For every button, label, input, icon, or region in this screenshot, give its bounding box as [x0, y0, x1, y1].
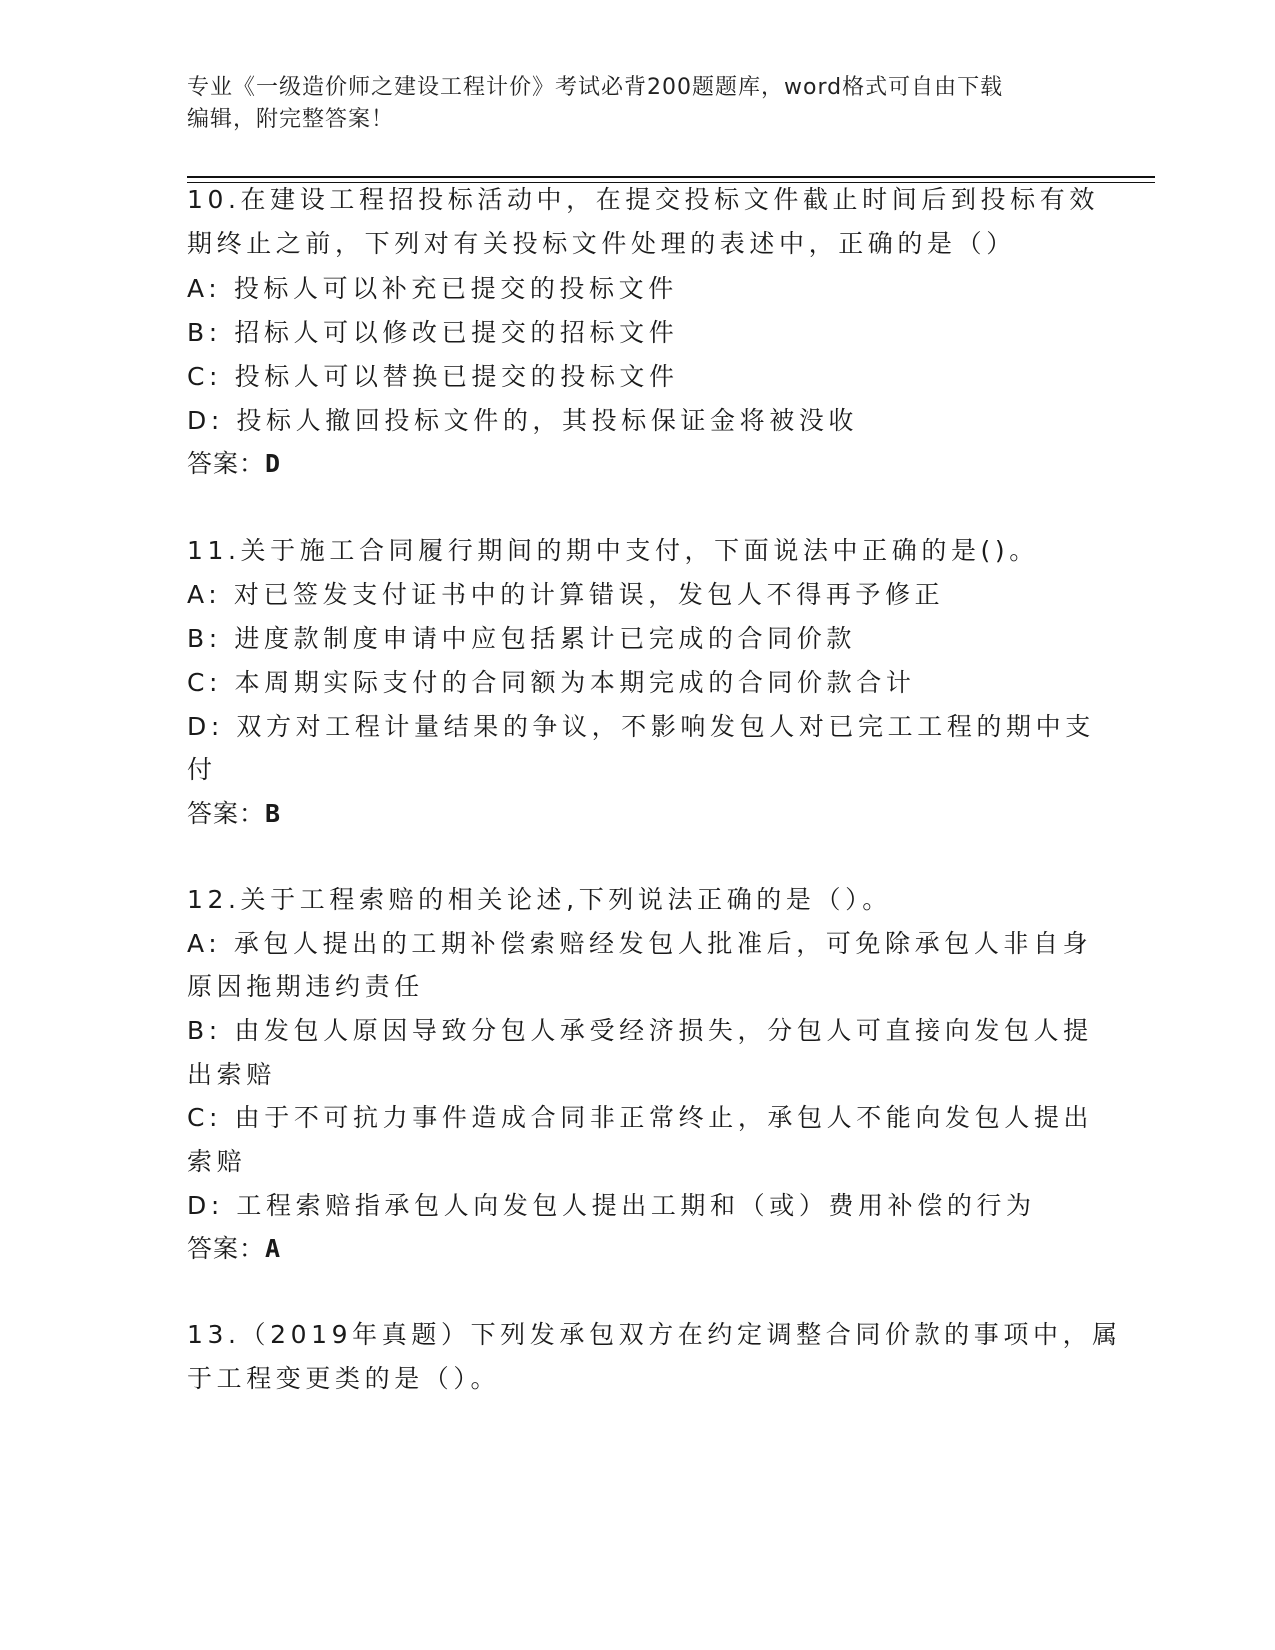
question-11-option-d-line-1: D: 双方对工程计量结果的争议，不影响发包人对已完工工程的期中支	[187, 712, 1095, 741]
question-13-stem-line-2: 于工程变更类的是（）。	[187, 1364, 501, 1393]
question-12-option-b-line-1: B: 由发包人原因导致分包人承受经济损失，分包人可直接向发包人提	[187, 1016, 1093, 1045]
question-11-stem-line-1: 11.关于施工合同履行期间的期中支付，下面说法中正确的是()。	[187, 536, 1039, 565]
question-13-stem-line-1: 13.（2019年真题）下列发承包双方在约定调整合同价款的事项中，属	[187, 1320, 1122, 1349]
answer-value: B	[265, 799, 281, 828]
question-12-option-d: D: 工程索赔指承包人向发包人提出工期和（或）费用补偿的行为	[187, 1191, 1036, 1220]
header-line-2: 编辑，附完整答案！	[187, 107, 395, 132]
question-10-option-b: B: 招标人可以修改已提交的招标文件	[187, 318, 679, 347]
answer-label: 答案：	[187, 799, 266, 828]
question-11-option-a: A: 对已签发支付证书中的计算错误，发包人不得再予修正	[187, 580, 945, 609]
answer-value: A	[265, 1234, 281, 1263]
question-12-answer	[187, 1234, 280, 1264]
question-12-option-b-line-2: 出索赔	[187, 1060, 276, 1089]
answer-value: D	[265, 449, 281, 478]
question-12-stem-line-1: 12.关于工程索赔的相关论述,下列说法正确的是（）。	[187, 885, 892, 914]
document-header	[187, 72, 1087, 136]
question-10-option-a: A: 投标人可以补充已提交的投标文件	[187, 274, 678, 303]
answer-label: 答案：	[187, 449, 266, 478]
header-line-1: 专业《一级造价师之建设工程计价》考试必背200题题库，word格式可自由下载	[187, 75, 1004, 100]
question-12-option-c-line-2: 索赔	[187, 1147, 247, 1176]
question-10-option-c: C: 投标人可以替换已提交的投标文件	[187, 362, 679, 391]
header-divider	[187, 176, 1155, 178]
question-11-option-b: B: 进度款制度申请中应包括累计已完成的合同价款	[187, 624, 856, 653]
answer-label: 答案：	[187, 1234, 266, 1263]
question-11-option-d-line-2: 付	[187, 755, 217, 784]
question-11-answer	[187, 799, 280, 829]
question-12-option-a-line-2: 原因拖期违约责任	[187, 972, 424, 1001]
question-10-option-d: D: 投标人撤回投标文件的，其投标保证金将被没收	[187, 406, 859, 435]
question-10-stem-line-1: 10.在建设工程招投标活动中，在提交投标文件截止时间后到投标有效	[187, 185, 1099, 214]
question-10-answer	[187, 449, 280, 479]
question-12-option-c-line-1: C: 由于不可抗力事件造成合同非正常终止，承包人不能向发包人提出	[187, 1103, 1094, 1132]
header-divider-thin	[187, 182, 1155, 183]
question-11-option-c: C: 本周期实际支付的合同额为本期完成的合同价款合计	[187, 668, 916, 697]
question-10-stem-line-2: 期终止之前，下列对有关投标文件处理的表述中，正确的是（）	[187, 229, 1016, 258]
question-12-option-a-line-1: A: 承包人提出的工期补偿索赔经发包人批准后，可免除承包人非自身	[187, 929, 1093, 958]
